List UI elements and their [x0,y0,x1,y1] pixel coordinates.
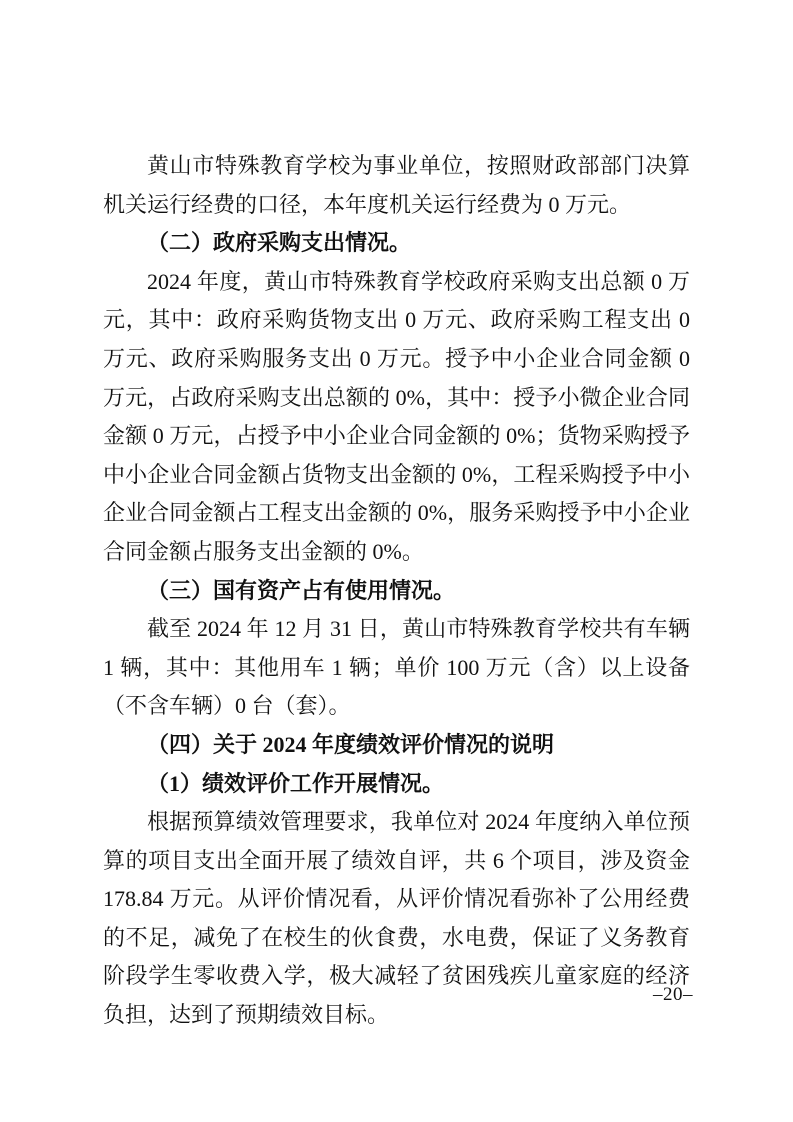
page-number: –20– [653,984,693,1005]
paragraph-performance-evaluation-details: 根据预算绩效管理要求，我单位对 2024 年度纳入单位预算的项目支出全面开展了绩效自评，共 6 个项目，涉及资金 178.84 万元。从评价情况看，从评价情况看弥补了公用经费的不足，减免了在校生的伙食费，水电费，保证了义务教育阶段学生零收费入学，极大减轻了贫困残疾儿童家庭的经济负担，达到了预期绩效目标。 [103,809,690,1028]
document-body [103,147,690,1035]
heading-performance-evaluation-work: （1）绩效评价工作开展情况。 [147,770,445,796]
paragraph-procurement-details: 2024 年度，黄山市特殊教育学校政府采购支出总额 0 万元，其中：政府采购货物支出 0 万元、政府采购工程支出 0 万元、政府采购服务支出 0 万元。授予中小企业合同金额 0 万元，占政府采购支出总额的 0%，其中：授予小微企业合同金额 0 万元，占授予中小企业合同金额的 0%；货物采购授予中小企业合同金额占货物支出金额的 0%，工程采购授予中小企业合同金额占工程支出金额的 0%，服务采购授予中小企业合同金额占服务支出金额的 0%。 [103,268,690,564]
heading-state-assets: （三）国有资产占有使用情况。 [147,577,456,603]
heading-performance-evaluation: （四）关于 2024 年度绩效评价情况的说明 [147,731,555,757]
paragraph-state-assets-details: 截至 2024 年 12 月 31 日，黄山市特殊教育学校共有车辆 1 辆，其中：其他用车 1 辆；单价 100 万元（含）以上设备（不含车辆）0 台（套）。 [103,616,690,719]
paragraph-agency-operating-expense: 黄山市特殊教育学校为事业单位，按照财政部部门决算机关运行经费的口径，本年度机关运行经费为 0 万元。 [103,153,690,217]
heading-government-procurement: （二）政府采购支出情况。 [147,230,412,256]
